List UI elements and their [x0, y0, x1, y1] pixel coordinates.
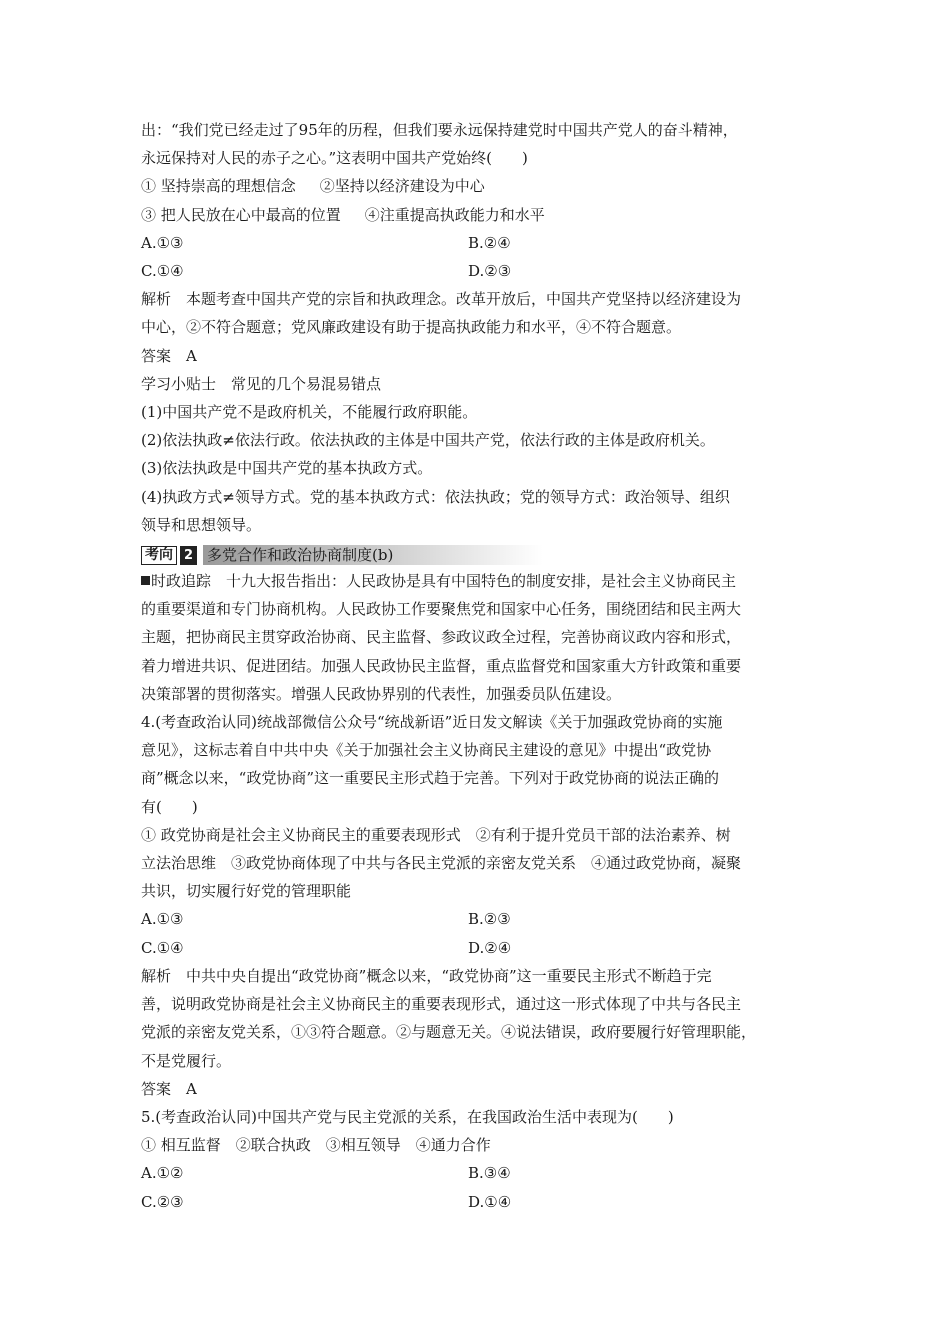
choice-row [141, 934, 821, 962]
tips-item: (4)执政方式≠领导方式。党的基本执政方式：依法执政；党的领导方式：政治领导、组织 [141, 487, 730, 506]
section-title: 多党合作和政治协商制度(b) [203, 545, 543, 565]
answer-line: 答案 A [141, 1079, 197, 1098]
analysis-line: 解析 本题考查中国共产党的宗旨和执政理念。改革开放后，中国共产党坚持以经济建设为 [141, 290, 742, 309]
choice-c: C.①④ [141, 262, 184, 281]
choice-b: B.②③ [468, 910, 511, 929]
section-tag-number: 2 [180, 546, 197, 565]
tips-item: (3)依法执政是中国共产党的基本执政方式。 [141, 459, 433, 478]
document-page [141, 116, 821, 1216]
question-stem-line: 有( ) [141, 797, 198, 816]
choice-b: B.②④ [468, 233, 511, 252]
choice-d: D.②③ [468, 262, 512, 281]
choice-c: C.②③ [141, 1192, 184, 1211]
option-line: 共识，切实履行好党的管理职能 [141, 882, 352, 901]
choice-d: D.①④ [468, 1192, 512, 1211]
choice-b: B.③④ [468, 1164, 511, 1183]
choice-row [141, 1159, 821, 1187]
choice-row [141, 257, 821, 285]
option-line: ① 相互监督 ②联合执政 ③相互领导 ④通力合作 [141, 1136, 491, 1155]
question-4 [141, 708, 821, 1103]
tips-title: 学习小贴士 常见的几个易混易错点 [141, 374, 382, 393]
choice-d: D.②④ [468, 938, 512, 957]
study-tips [141, 370, 821, 539]
analysis-line: 中心，②不符合题意；党风廉政建设有助于提高执政能力和水平，④不符合题意。 [141, 318, 682, 337]
news-line [141, 567, 821, 595]
question-stem-line: 商”概念以来，“政党协商”这一重要民主形式趋于完善。下列对于政党协商的说法正确的 [141, 769, 720, 788]
tips-item: (1)中国共产党不是政府机关，不能履行政府职能。 [141, 403, 478, 422]
choice-a: A.①③ [141, 910, 184, 929]
answer-line: 答案 A [141, 346, 197, 365]
analysis-line: 党派的亲密友党关系，①③符合题意。②与题意无关。④说法错误，政府要履行好管理职能， [141, 1023, 757, 1042]
news-line: 主题，把协商民主贯穿政治协商、民主监督、参政议政全过程，完善协商议政内容和形式， [141, 628, 742, 647]
option-line: ① 政党协商是社会主义协商民主的重要表现形式 ②有利于提升党员干部的法治素养、树 [141, 825, 731, 844]
option-line [141, 172, 821, 200]
analysis-line: 善，说明政党协商是社会主义协商民主的重要表现形式，通过这一形式体现了中共与各民主 [141, 995, 742, 1014]
choice-row [141, 1188, 821, 1216]
tips-item: (2)依法执政≠依法行政。依法执政的主体是中国共产党，依法行政的主体是政府机关。 [141, 431, 715, 450]
question-stem-line: 4.(考查政治认同)统战部微信公众号“统战新语”近日发文解读《关于加强政党协商的实施 [141, 713, 723, 732]
option-line: 立法治思维 ③政党协商体现了中共与各民主党派的亲密友党关系 ④通过政党协商，凝聚 [141, 854, 742, 873]
square-bullet-icon [141, 576, 150, 585]
option-1: ① 坚持崇高的理想信念 [141, 177, 296, 196]
choice-a: A.①② [141, 1164, 184, 1183]
news-line: 决策部署的贯彻落实。增强人民政协界别的代表性，加强委员队伍建设。 [141, 684, 622, 703]
analysis-line: 不是党履行。 [141, 1051, 232, 1070]
section-tag-word: 考向 [141, 546, 177, 565]
section-header [141, 543, 821, 567]
section-tag [141, 545, 197, 565]
question-stem-line: 永远保持对人民的赤子之心。”这表明中国共产党始终( ) [141, 149, 528, 168]
tips-item: 领导和思想领导。 [141, 515, 262, 534]
news-line: 着力增进共识、促进团结。加强人民政协民主监督，重点监督党和国家重大方针政策和重要 [141, 656, 742, 675]
question-stem-line: 出：“我们党已经走过了95年的历程，但我们要永远保持建党时中国共产党人的奋斗精神， [141, 121, 738, 139]
choice-a: A.①③ [141, 233, 184, 252]
option-3: ③ 把人民放在心中最高的位置 [141, 205, 341, 224]
choice-row [141, 905, 821, 933]
news-line: 的重要渠道和专门协商机构。人民政协工作要聚焦党和国家中心任务，围绕团结和民主两大 [141, 600, 742, 619]
news-text: 时政追踪 十九大报告指出：人民政协是具有中国特色的制度安排，是社会主义协商民主 [151, 572, 737, 591]
option-4: ④注重提高执政能力和水平 [364, 205, 545, 224]
question-3 [141, 116, 821, 370]
question-5 [141, 1103, 821, 1216]
question-stem-line: 5.(考查政治认同)中国共产党与民主党派的关系，在我国政治生活中表现为( ) [141, 1107, 674, 1126]
analysis-line: 解析 中共中央自提出“政党协商”概念以来，“政党协商”这一重要民主形式不断趋于完 [141, 966, 712, 985]
option-line [141, 201, 821, 229]
news-block [141, 567, 821, 708]
question-stem-line: 意见》，这标志着自中共中央《关于加强社会主义协商民主建设的意见》中提出“政党协 [141, 741, 712, 760]
option-2: ②坚持以经济建设为中心 [319, 177, 485, 196]
choice-row [141, 229, 821, 257]
choice-c: C.①④ [141, 938, 184, 957]
